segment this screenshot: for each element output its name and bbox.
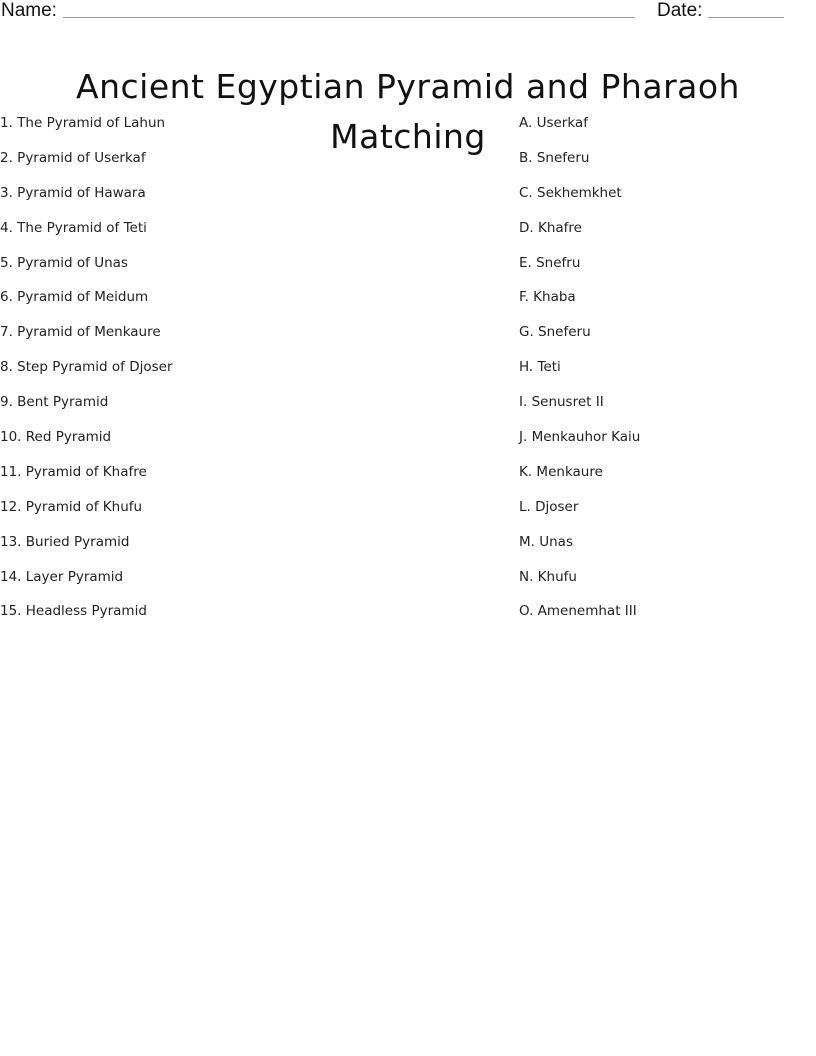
question-item: 13. Buried Pyramid [0,533,130,550]
answer-item: A. Userkaf [519,115,588,131]
question-item: 14. Layer Pyramid [0,568,124,585]
question-item: 1. The Pyramid of Lahun [0,115,166,131]
answer-item: H. Teti [519,359,561,376]
answer-item: M. Unas [519,533,573,550]
question-item: 3. Pyramid of Hawara [0,184,146,201]
question-item: 15. Headless Pyramid [0,603,147,620]
answer-item: G. Sneferu [519,324,591,341]
answer-item: C. Sekhemkhet [519,184,622,201]
question-item: 10. Red Pyramid [0,429,112,446]
answer-item: J. Menkauhor Kaiu [519,429,641,446]
question-item: 4. The Pyramid of Teti [0,219,147,236]
page-title: Ancient Egyptian Pyramid and Pharaoh Matching [76,67,740,157]
answer-item: I. Senusret II [519,394,604,411]
answer-item: B. Sneferu [519,149,590,166]
question-item: 2. Pyramid of Userkaf [0,149,146,166]
answer-list [519,113,809,636]
question-item: 8. Step Pyramid of Djoser [0,359,173,376]
answer-item: O. Amenemhat III [519,603,637,620]
answer-item: D. Khafre [519,219,582,236]
name-label: Name: [1,0,57,21]
question-item: 12. Pyramid of Khufu [0,498,143,515]
answer-item: E. Snefru [519,254,581,271]
question-item: 7. Pyramid of Menkaure [0,324,161,341]
question-item: 5. Pyramid of Unas [0,254,128,271]
question-item: 9. Bent Pyramid [0,394,109,411]
question-list [0,113,480,636]
worksheet-header [0,0,786,26]
answer-item: F. Khaba [519,289,576,306]
question-item: 11. Pyramid of Khafre [0,463,147,480]
answer-item: K. Menkaure [519,463,603,480]
name-line [63,0,635,18]
date-label: Date: [657,0,703,21]
name-field [1,0,635,22]
date-field [657,0,784,22]
answer-item: N. Khufu [519,568,577,585]
question-item: 6. Pyramid of Meidum [0,289,149,306]
date-line [708,0,784,18]
answer-item: L. Djoser [519,498,579,515]
